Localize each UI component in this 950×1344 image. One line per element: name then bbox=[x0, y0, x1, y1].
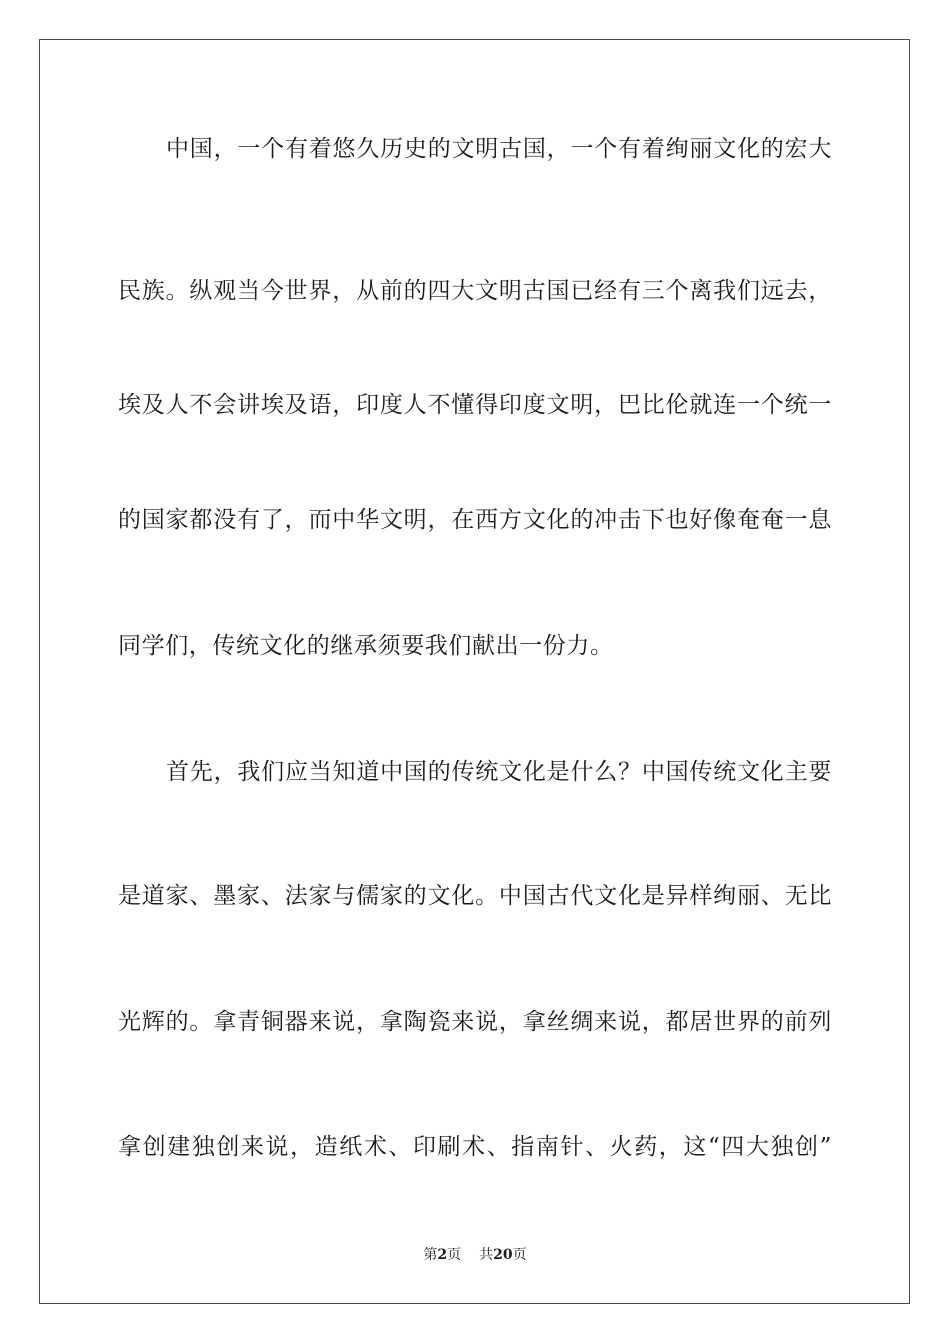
body-text-line: 是道家、墨家、法家与儒家的文化。中国古代文化是异样绚丽、无比 bbox=[118, 883, 832, 909]
body-text-line: 民族。纵观当今世界，从前的四大文明古国已经有三个离我们远去， bbox=[118, 278, 832, 304]
page-prefix: 第 bbox=[423, 1247, 438, 1263]
page-border bbox=[39, 39, 910, 1304]
total-prefix: 共 bbox=[479, 1247, 494, 1263]
total-suffix: 页 bbox=[512, 1247, 527, 1263]
total-pages: 20 bbox=[493, 1247, 513, 1263]
body-text-line: 的国家都没有了，而中华文明，在西方文化的冲击下也好像奄奄一息 bbox=[118, 507, 832, 533]
body-text-line: 埃及人不会讲埃及语，印度人不懂得印度文明，巴比伦就连一个统一 bbox=[118, 392, 832, 418]
page-footer bbox=[0, 1246, 950, 1264]
body-text-line: 拿创建独创来说，造纸术、印刷术、指南针、火药，这“四大独创” bbox=[118, 1134, 832, 1160]
body-text-line: 首先，我们应当知道中国的传统文化是什么？中国传统文化主要 bbox=[166, 759, 832, 785]
page-number: 2 bbox=[437, 1247, 448, 1263]
body-text-line: 中国，一个有着悠久历史的文明古国，一个有着绚丽文化的宏大 bbox=[166, 136, 832, 162]
page-suffix: 页 bbox=[447, 1247, 462, 1263]
body-text-line: 同学们，传统文化的继承须要我们献出一份力。 bbox=[118, 633, 614, 659]
body-text-line: 光辉的。拿青铜器来说，拿陶瓷来说，拿丝绸来说，都居世界的前列 bbox=[118, 1009, 832, 1035]
